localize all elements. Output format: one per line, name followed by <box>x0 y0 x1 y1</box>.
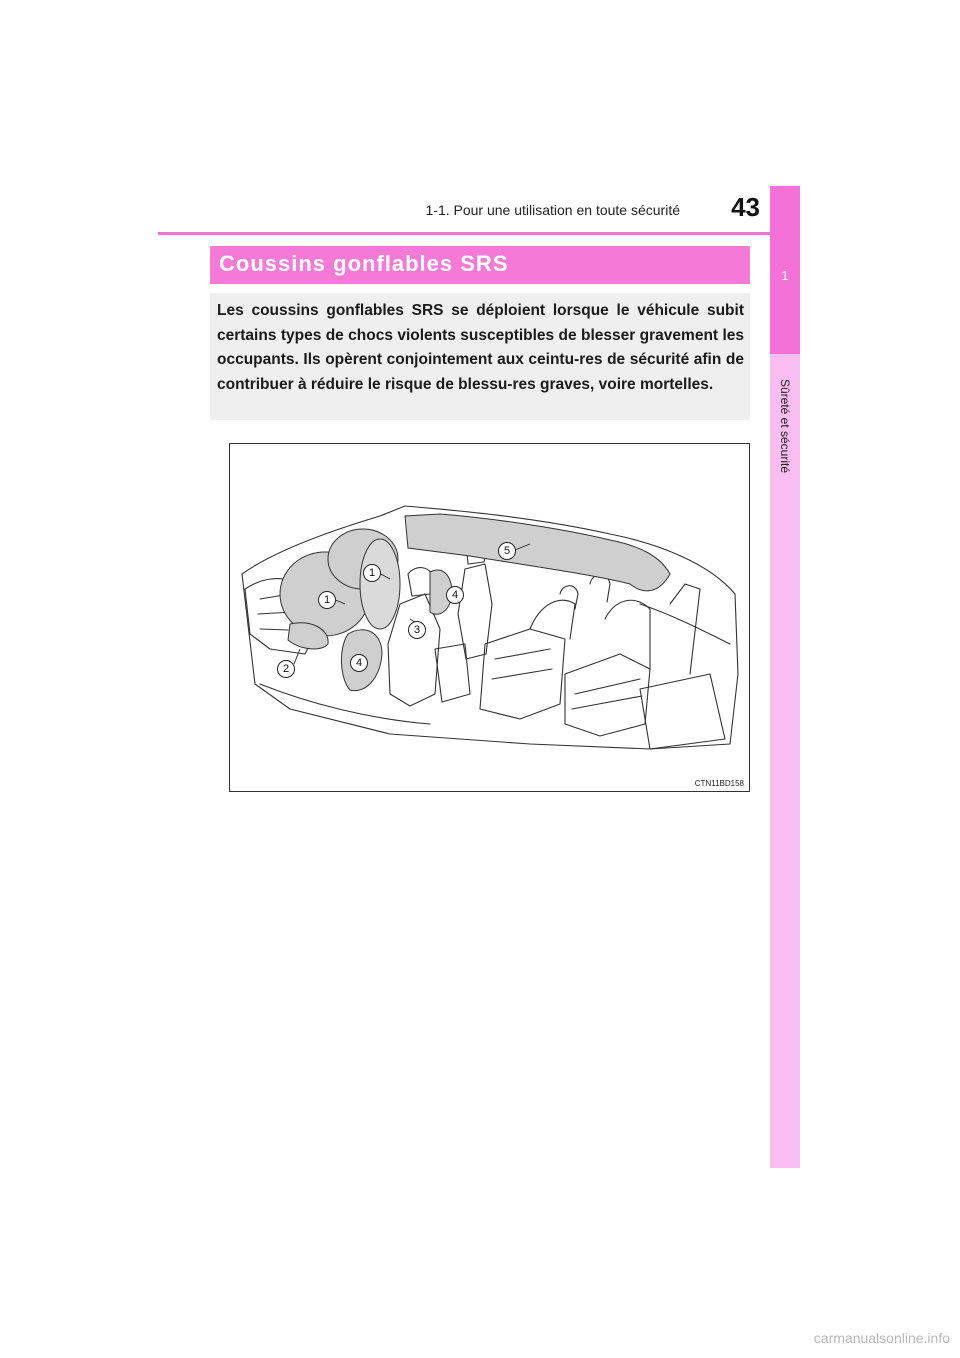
intro-box <box>210 293 750 420</box>
chapter-number-tab <box>770 186 800 354</box>
callout-side-front: 4 <box>350 654 368 672</box>
callout-knee: 2 <box>277 660 295 678</box>
page-number: 43 <box>731 192 760 222</box>
callout-front-lower: 1 <box>318 591 336 609</box>
chapter-number: 1 <box>781 268 789 283</box>
header-rule <box>158 232 770 235</box>
callout-side-rear: 4 <box>446 586 464 604</box>
section-title-bar <box>210 246 750 284</box>
section-heading: 1-1. Pour une utilisation en toute sécurité <box>425 202 680 218</box>
chapter-side-tab <box>770 186 800 1168</box>
section-title: Coussins gonflables SRS <box>219 251 509 276</box>
chapter-label: Sûreté et sécurité <box>778 378 792 474</box>
callout-cushion: 3 <box>408 621 426 639</box>
footer-watermark: carmanualsonline.info <box>813 1330 950 1346</box>
callout-front-upper: 1 <box>363 564 381 582</box>
intro-text: Les coussins gonflables SRS se déploient lorsque le véhicule subit certains types de chocs violents susceptibles de blesser gravement les occupants. Ils opèrent conjointement aux ceintu-res de sécurité afin de contribuer à réduire le risque de blessu-res graves, voire mortelles. <box>217 302 744 393</box>
callout-curtain: 5 <box>498 542 516 560</box>
airbag-illustration <box>229 443 750 792</box>
figure-code: CTN11BD158 <box>694 779 744 788</box>
vehicle-interior-drawing <box>230 444 751 793</box>
